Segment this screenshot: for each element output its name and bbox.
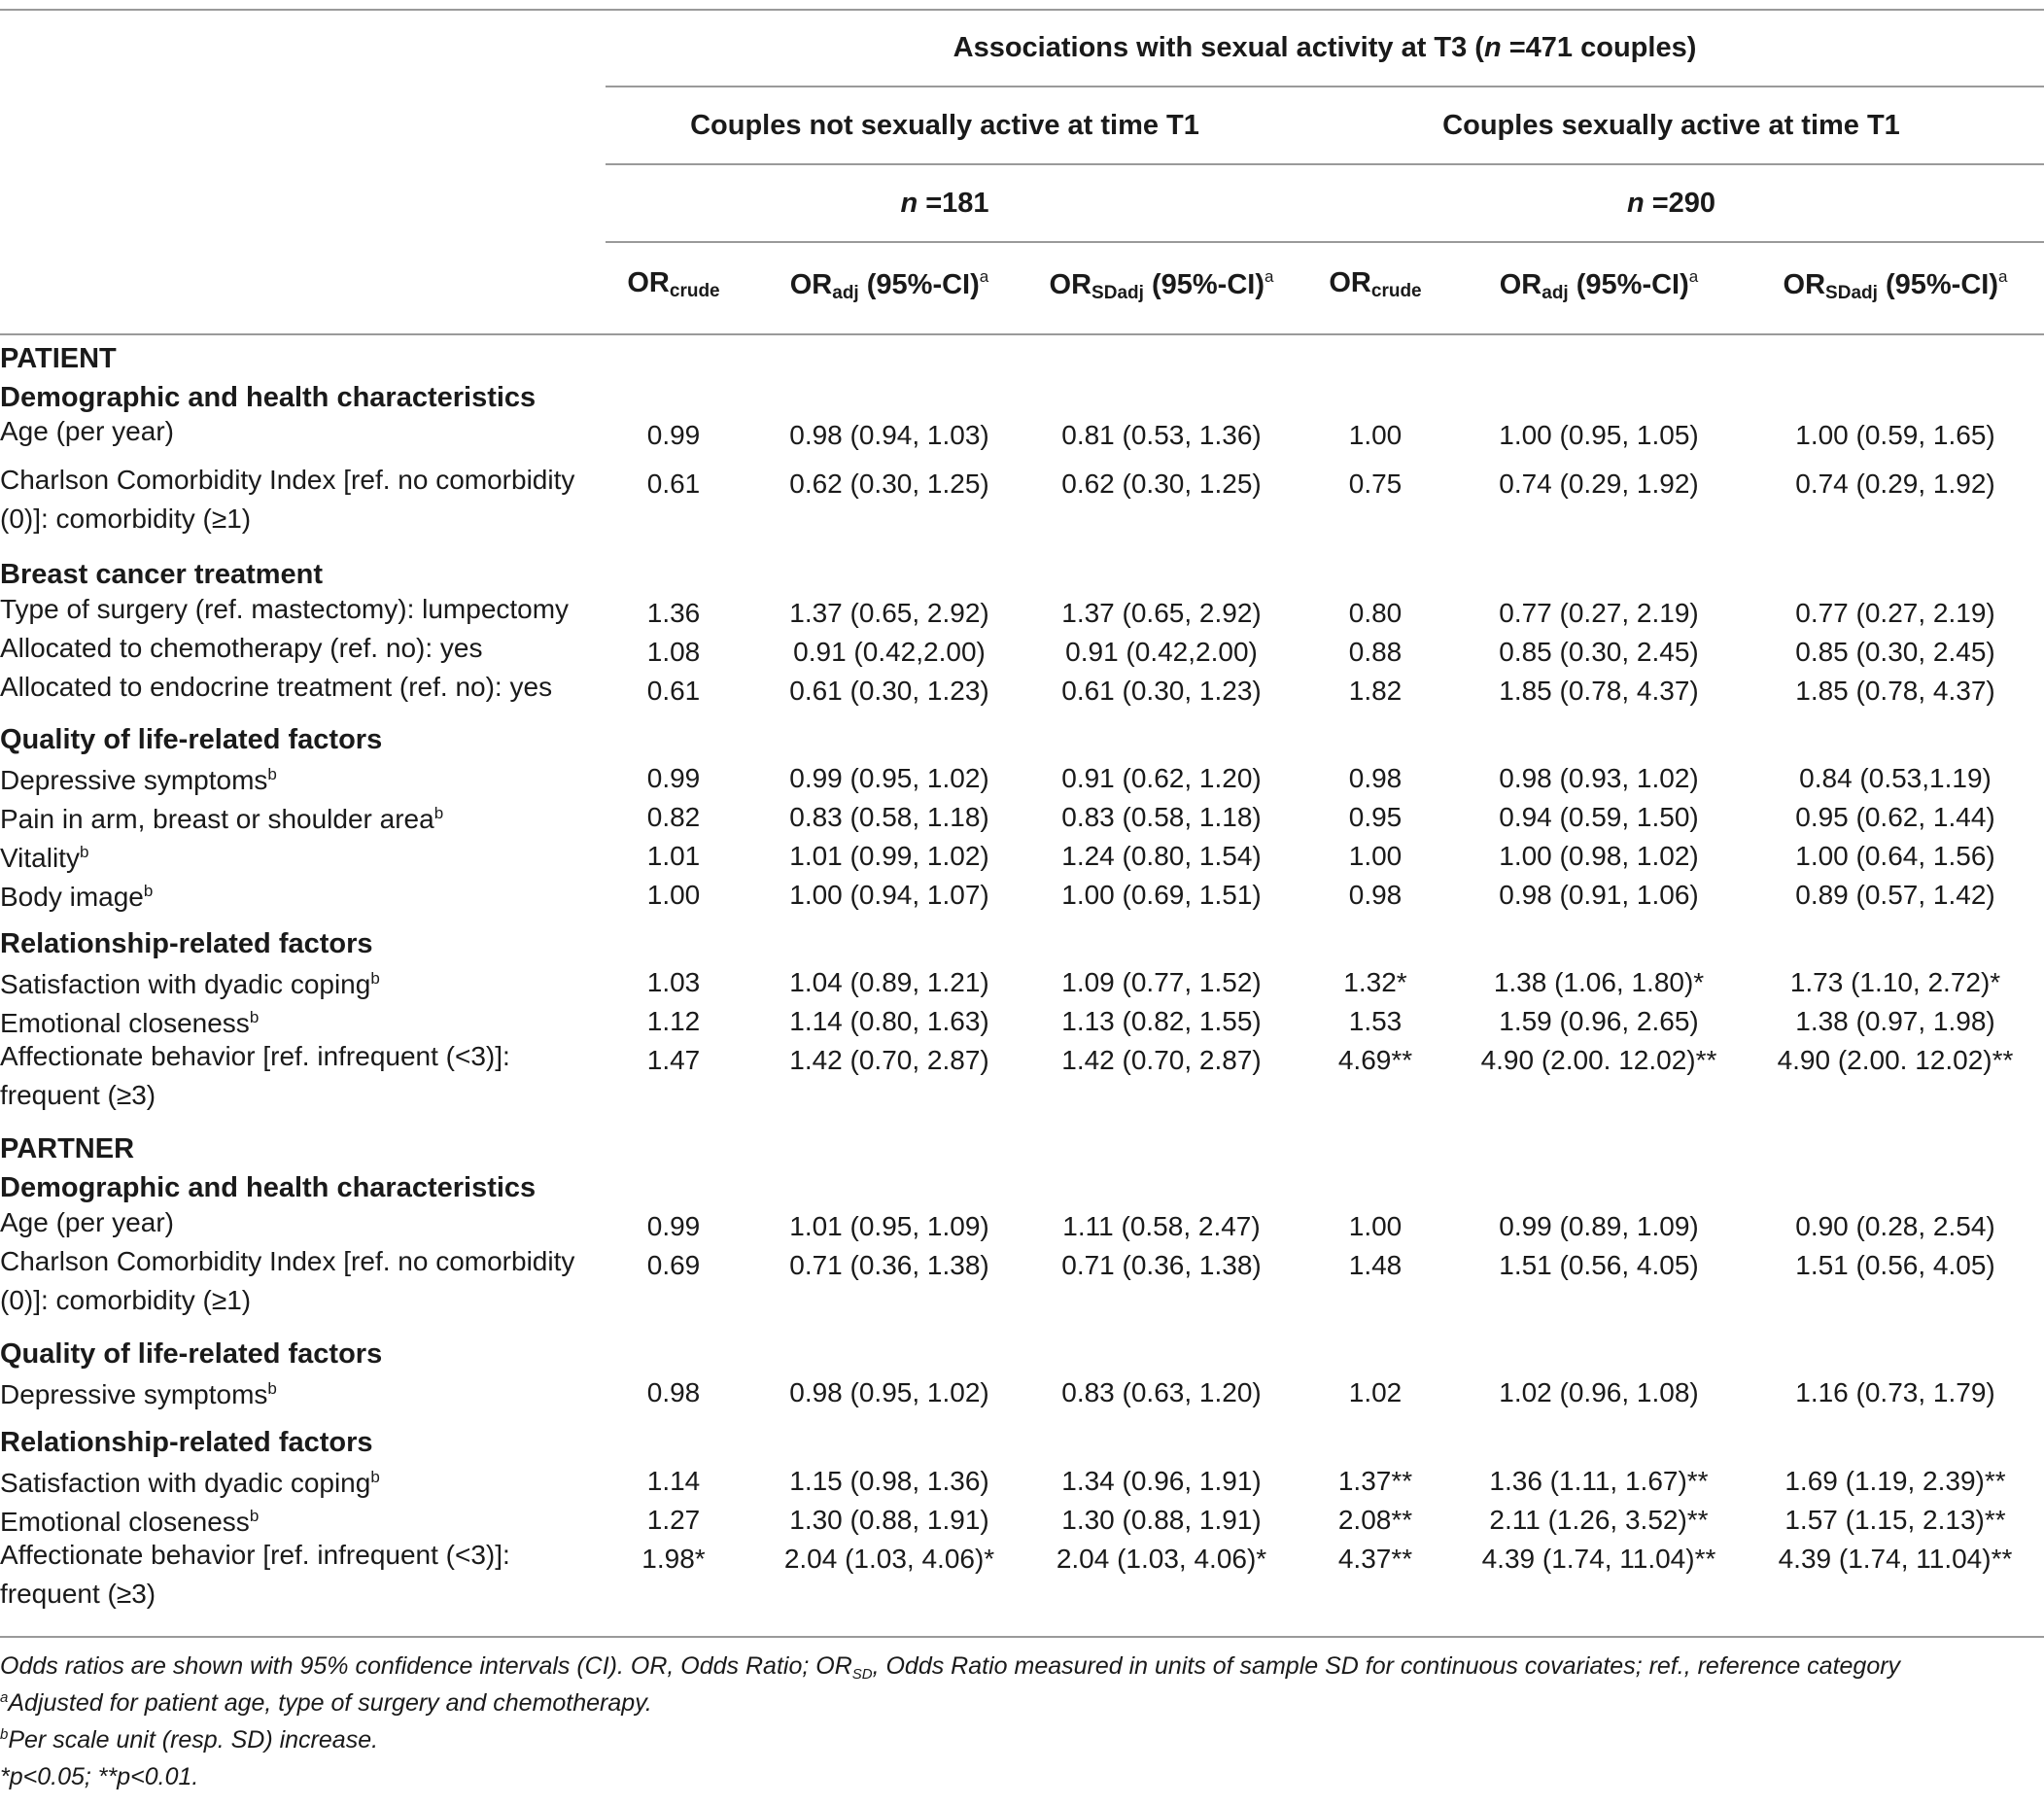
table-cell: 0.83 (0.58, 1.18) [789, 802, 989, 832]
table-cell: 0.62 (0.30, 1.25) [1061, 469, 1262, 499]
table-cell: 0.62 (0.30, 1.25) [789, 469, 989, 499]
table-cell: 1.01 [646, 841, 701, 871]
table-cell: 1.16 (0.73, 1.79) [1795, 1377, 1995, 1407]
table-cell: 0.61 [646, 676, 701, 706]
table-bottom-rule [0, 1636, 2044, 1638]
col-or-sdadj-2: $OR_{SDadj}$ $(95\%-CI)^a$ [1783, 267, 2008, 303]
section-patient-demographic: Demographic and health characteristics [0, 382, 537, 413]
table-cell: 0.95 [1348, 802, 1403, 832]
table-cell: 1.00 (0.95, 1.05) [1499, 420, 1699, 450]
table-cell: 0.98 (0.93, 1.02) [1499, 763, 1699, 793]
table-cell: 0.90 (0.28, 2.54) [1795, 1211, 1995, 1241]
table-cell: 1.47 [646, 1045, 701, 1075]
table-cell: 0.80 [1348, 598, 1403, 628]
group-not-active-n: n =181 [900, 188, 989, 219]
table-cell: 0.74 (0.29, 1.92) [1499, 469, 1699, 499]
table-cell: 1.98* [641, 1544, 706, 1574]
table-cell: 1.13 (0.82, 1.55) [1061, 1006, 1262, 1036]
table-cell: 0.71 (0.36, 1.38) [1061, 1250, 1262, 1280]
table-cell: 1.36 [646, 598, 701, 628]
group-active-header: Couples sexually active at time T1 [1442, 110, 1900, 141]
group-not-active-header: Couples not sexually active at time T1 [690, 110, 1199, 141]
table-cell: 4.39 (1.74, 11.04)** [1778, 1544, 2013, 1574]
table-cell: 1.00 (0.69, 1.51) [1061, 880, 1262, 910]
row-label: Type of surgery (ref. mastectomy): lumpectomy [0, 594, 570, 624]
table-cell: 0.91 (0.42,2.00) [793, 637, 986, 667]
group-active-n: n =290 [1626, 188, 1716, 219]
section-partner-relationship: Relationship-related factors [0, 1427, 373, 1458]
footnote-abbreviations: Odds ratios are shown with 95% confidence intervals (CI). OR, Odds Ratio; $OR_{SD}$, Odds Ratio measured in units of sample SD for continuous covariates; ref., reference category [0, 1652, 1901, 1683]
table-cell: 0.75 [1348, 469, 1403, 499]
table-cell: 1.38 (1.06, 1.80)* [1493, 967, 1705, 997]
row-label: Depressive symptoms$^b$ [0, 1379, 277, 1409]
table-cell: 1.37 (0.65, 2.92) [1061, 598, 1262, 628]
table-cell: 0.98 [1348, 763, 1403, 793]
table-cell: 1.32* [1343, 967, 1407, 997]
table-cell: 1.37** [1337, 1466, 1413, 1496]
table-cell: 1.04 (0.89, 1.21) [789, 967, 989, 997]
section-partner-demographic: Demographic and health characteristics [0, 1172, 537, 1203]
table-cell: 0.82 [646, 802, 701, 832]
table-cell: 1.51 (0.56, 4.05) [1795, 1250, 1995, 1280]
table-cell: 0.84 (0.53,1.19) [1799, 763, 1992, 793]
table-cell: 0.99 (0.95, 1.02) [789, 763, 989, 793]
table-cell: 1.00 [646, 880, 701, 910]
row-label: Pain in arm, breast or shoulder area$^b$ [0, 804, 444, 834]
table-cell: 1.00 [1348, 1211, 1403, 1241]
col-or-adj-1: $OR_{adj}$ $(95\%-CI)^a$ [789, 267, 989, 303]
table-cell: 1.51 (0.56, 4.05) [1499, 1250, 1699, 1280]
table-cell: 1.00 (0.98, 1.02) [1499, 841, 1699, 871]
header-rule-2 [606, 163, 2044, 165]
row-label: Charlson Comorbidity Index [ref. no comorbidity (0)]: comorbidity (≥1) [0, 1246, 575, 1315]
row-label: Satisfaction with dyadic coping$^b$ [0, 1468, 380, 1498]
table-cell: 0.83 (0.63, 1.20) [1061, 1377, 1262, 1407]
table-cell: 2.04 (1.03, 4.06)* [783, 1544, 995, 1574]
table-cell: 2.11 (1.26, 3.52)** [1489, 1505, 1709, 1535]
section-partner-qol: Quality of life-related factors [0, 1338, 383, 1370]
table-cell: 4.90 (2.00. 12.02)** [1777, 1045, 2014, 1075]
header-rule-3 [606, 241, 2044, 243]
table-cell: 0.91 (0.42,2.00) [1065, 637, 1258, 667]
table-cell: 1.85 (0.78, 4.37) [1795, 676, 1995, 706]
table-cell: 0.77 (0.27, 2.19) [1795, 598, 1995, 628]
section-patient-treatment: Breast cancer treatment [0, 559, 324, 590]
table-cell: 0.99 (0.89, 1.09) [1499, 1211, 1699, 1241]
table-cell: 0.98 (0.94, 1.03) [789, 420, 989, 450]
table-cell: 1.82 [1348, 676, 1403, 706]
table-cell: 1.37 (0.65, 2.92) [789, 598, 989, 628]
row-label: Emotional closeness$^b$ [0, 1008, 260, 1038]
row-label: Affectionate behavior [ref. infrequent (<3)]: frequent (≥3) [0, 1041, 510, 1110]
row-label: Age (per year) [0, 1207, 174, 1237]
row-label: Allocated to endocrine treatment (ref. no): yes [0, 672, 553, 702]
table-cell: 0.98 [1348, 880, 1403, 910]
table-cell: 1.30 (0.88, 1.91) [789, 1505, 989, 1535]
table-cell: 0.61 (0.30, 1.23) [1061, 676, 1262, 706]
table-cell: 4.37** [1337, 1544, 1413, 1574]
table-cell: 1.02 [1348, 1377, 1403, 1407]
table-cell: 1.27 [646, 1505, 701, 1535]
table-cell: 1.14 (0.80, 1.63) [789, 1006, 989, 1036]
table-cell: 1.57 (1.15, 2.13)** [1784, 1505, 2006, 1535]
row-label: Body image$^b$ [0, 882, 154, 912]
table-cell: 1.42 (0.70, 2.87) [1061, 1045, 1262, 1075]
table-cell: 0.99 [646, 763, 701, 793]
table-cell: 1.00 [1348, 420, 1403, 450]
table-cell: 1.12 [646, 1006, 701, 1036]
table-cell: 1.69 (1.19, 2.39)** [1784, 1466, 2006, 1496]
col-or-crude-1: $OR_{crude}$ [627, 267, 720, 301]
table-cell: 0.83 (0.58, 1.18) [1061, 802, 1262, 832]
footnote-b: $^b$Per scale unit (resp. SD) increase. [0, 1726, 379, 1754]
top-rule [0, 9, 2044, 11]
row-label: Age (per year) [0, 416, 174, 446]
table-cell: 1.59 (0.96, 2.65) [1499, 1006, 1699, 1036]
section-patient-relationship: Relationship-related factors [0, 928, 373, 959]
table-cell: 1.36 (1.11, 1.67)** [1489, 1466, 1709, 1496]
section-partner: PARTNER [0, 1133, 135, 1164]
table-cell: 0.81 (0.53, 1.36) [1061, 420, 1262, 450]
table-cell: 0.91 (0.62, 1.20) [1061, 763, 1262, 793]
table-cell: 2.08** [1337, 1505, 1413, 1535]
table-cell: 0.85 (0.30, 2.45) [1499, 637, 1699, 667]
header-rule-1 [606, 86, 2044, 87]
table-cell: 0.88 [1348, 637, 1403, 667]
table-cell: 1.01 (0.99, 1.02) [789, 841, 989, 871]
table-cell: 0.85 (0.30, 2.45) [1795, 637, 1995, 667]
footnote-a: $^a$Adjusted for patient age, type of surgery and chemotherapy. [0, 1689, 652, 1717]
footnote-significance: *p<0.05; **p<0.01. [0, 1763, 199, 1790]
table-cell: 1.48 [1348, 1250, 1403, 1280]
table-cell: 2.04 (1.03, 4.06)* [1056, 1544, 1267, 1574]
table-cell: 1.00 (0.64, 1.56) [1795, 841, 1995, 871]
col-or-crude-2: $OR_{crude}$ [1329, 267, 1422, 301]
row-label: Charlson Comorbidity Index [ref. no comorbidity (0)]: comorbidity (≥1) [0, 465, 575, 534]
row-label: Vitality$^b$ [0, 843, 89, 873]
table-cell: 0.99 [646, 1211, 701, 1241]
table-cell: 1.01 (0.95, 1.09) [789, 1211, 989, 1241]
table-cell: 0.99 [646, 420, 701, 450]
table-cell: 0.98 (0.95, 1.02) [789, 1377, 989, 1407]
table-cell: 1.08 [646, 637, 701, 667]
table-cell: 1.24 (0.80, 1.54) [1061, 841, 1262, 871]
row-label: Allocated to chemotherapy (ref. no): yes [0, 633, 483, 663]
section-patient: PATIENT [0, 343, 117, 374]
table-cell: 1.03 [646, 967, 701, 997]
row-label: Depressive symptoms$^b$ [0, 765, 277, 795]
table-cell: 1.73 (1.10, 2.72)* [1789, 967, 2001, 997]
table-cell: 0.77 (0.27, 2.19) [1499, 598, 1699, 628]
table-cell: 1.38 (0.97, 1.98) [1795, 1006, 1995, 1036]
table-cell: 1.30 (0.88, 1.91) [1061, 1505, 1262, 1535]
table-title: Associations with sexual activity at T3 (n =471 couples) [953, 32, 1697, 63]
header-bottom-rule [0, 333, 2044, 335]
row-label: Satisfaction with dyadic coping$^b$ [0, 969, 380, 999]
section-patient-qol: Quality of life-related factors [0, 724, 383, 755]
table-cell: 0.61 (0.30, 1.23) [789, 676, 989, 706]
table-cell: 1.00 [1348, 841, 1403, 871]
table-cell: 4.69** [1337, 1045, 1413, 1075]
table-cell: 0.61 [646, 469, 701, 499]
table-cell: 0.69 [646, 1250, 701, 1280]
table-cell: 1.00 (0.94, 1.07) [789, 880, 989, 910]
table-cell: 1.34 (0.96, 1.91) [1061, 1466, 1262, 1496]
table-cell: 1.02 (0.96, 1.08) [1499, 1377, 1699, 1407]
table-cell: 0.98 [646, 1377, 701, 1407]
table-cell: 0.74 (0.29, 1.92) [1795, 469, 1995, 499]
table-cell: 1.42 (0.70, 2.87) [789, 1045, 989, 1075]
table-cell: 0.89 (0.57, 1.42) [1795, 880, 1995, 910]
table-cell: 0.94 (0.59, 1.50) [1499, 802, 1699, 832]
table-cell: 1.09 (0.77, 1.52) [1061, 967, 1262, 997]
table-cell: 1.53 [1348, 1006, 1403, 1036]
table-cell: 1.85 (0.78, 4.37) [1499, 676, 1699, 706]
table-cell: 4.39 (1.74, 11.04)** [1481, 1544, 1716, 1574]
col-or-sdadj-1: $OR_{SDadj}$ $(95\%-CI)^a$ [1049, 267, 1274, 303]
row-label: Affectionate behavior [ref. infrequent (<3)]: frequent (≥3) [0, 1540, 510, 1609]
col-or-adj-2: $OR_{adj}$ $(95\%-CI)^a$ [1499, 267, 1699, 303]
table-cell: 4.90 (2.00. 12.02)** [1480, 1045, 1717, 1075]
table-cell: 1.14 [646, 1466, 701, 1496]
table-cell: 0.95 (0.62, 1.44) [1795, 802, 1995, 832]
table-cell: 1.11 (0.58, 2.47) [1062, 1211, 1261, 1241]
table-cell: 1.15 (0.98, 1.36) [789, 1466, 989, 1496]
table-cell: 0.98 (0.91, 1.06) [1499, 880, 1699, 910]
table-cell: 0.71 (0.36, 1.38) [789, 1250, 989, 1280]
row-label: Emotional closeness$^b$ [0, 1507, 260, 1537]
table-cell: 1.00 (0.59, 1.65) [1795, 420, 1995, 450]
